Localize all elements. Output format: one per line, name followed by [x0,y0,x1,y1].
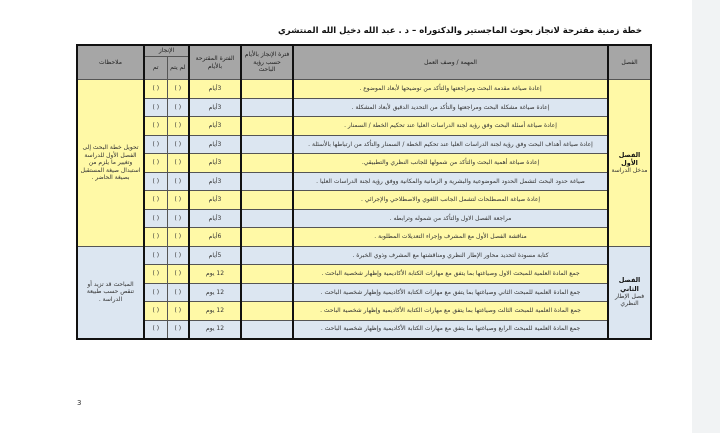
not-done-checkbox[interactable]: ( ) [167,320,189,339]
researcher-period-cell[interactable] [241,154,293,173]
researcher-period-cell[interactable] [241,302,293,321]
task-cell: مناقشة الفصل الأول مع المشرف وإجراء التعديلات المطلوبة . [293,228,608,247]
table-row [77,320,651,339]
done-checkbox[interactable]: ( ) [144,80,167,99]
header-chapter: الفصل [608,45,651,80]
proposed-period-cell: 12 يوم [189,265,241,284]
table-row [77,302,651,321]
task-cell: جمع المادة العلمية للمبحث الرابع وصياغتها بما يتفق مع مهارات الكتابة الأكاديمية وإظهار شخصية الباحث . [293,320,608,339]
table-row [77,135,651,154]
task-cell: إعادة صياغة أهداف البحث وفق رؤية لجنة الدراسات العليا عند تحكيم الخطة / السمنار والتأكد من ارتباطها بالأسئلة . [293,135,608,154]
header-researcher-period: فترة الإنجاز بالأيام حسب رؤية الباحث [241,45,293,80]
proposed-period-cell: 3أيام [189,191,241,210]
not-done-checkbox[interactable]: ( ) [167,172,189,191]
not-done-checkbox[interactable]: ( ) [167,209,189,228]
task-cell: جمع المادة العلمية للمبحث الثاني وصياغتها بما يتفق مع مهارات الكتابة الأكاديمية وإظهار شخصية الباحث . [293,283,608,302]
table-row [77,154,651,173]
done-checkbox[interactable]: ( ) [144,320,167,339]
proposed-period-cell: 3أيام [189,80,241,99]
researcher-period-cell[interactable] [241,209,293,228]
done-checkbox[interactable]: ( ) [144,117,167,136]
not-done-checkbox[interactable]: ( ) [167,135,189,154]
task-cell: إعادة صياغة أهمية البحث والتأكد من شمولها للجانب النظري والتطبيقي. [293,154,608,173]
page-number: 3 [77,399,82,407]
task-cell: جمع المادة العلمية للمبحث الثالث وصياغتها بما يتفق مع مهارات الكتابة الأكاديمية وإظهار شخصية الباحث . [293,302,608,321]
not-done-checkbox[interactable]: ( ) [167,191,189,210]
chapter-cell [608,80,651,247]
not-done-checkbox[interactable]: ( ) [167,154,189,173]
header-not-done: لم يتم [167,57,189,80]
notes-cell: تحويل خطة البحث إلى الفصل الأول للدراسة وتغيير ما يلزم من استبدال صيغة المستقبل بصيغة الحاضر . [77,80,144,247]
table-row [77,246,651,265]
proposed-period-cell: 12 يوم [189,302,241,321]
header-done: تم [144,57,167,80]
proposed-period-cell: 3أيام [189,209,241,228]
proposed-period-cell: 3أيام [189,154,241,173]
table-row [77,265,651,284]
table-row [77,209,651,228]
chapter-cell [608,246,651,339]
table-row [77,80,651,99]
done-checkbox[interactable]: ( ) [144,228,167,247]
table-row [77,283,651,302]
proposed-period-cell: 3أيام [189,98,241,117]
researcher-period-cell[interactable] [241,265,293,284]
proposed-period-cell: 3أيام [189,117,241,136]
done-checkbox[interactable]: ( ) [144,172,167,191]
not-done-checkbox[interactable]: ( ) [167,283,189,302]
not-done-checkbox[interactable]: ( ) [167,302,189,321]
researcher-period-cell[interactable] [241,191,293,210]
table-row [77,191,651,210]
done-checkbox[interactable]: ( ) [144,154,167,173]
task-cell: جمع المادة العلمية للمبحث الاول وصياغتها بما يتفق مع مهارات الكتابة الأكاديمية وإظهار شخصية الباحث . [293,265,608,284]
header-notes: ملاحظات [77,45,144,80]
table-row [77,228,651,247]
table-row [77,117,651,136]
researcher-period-cell[interactable] [241,98,293,117]
not-done-checkbox[interactable]: ( ) [167,98,189,117]
researcher-period-cell[interactable] [241,135,293,154]
chapter-subtitle: فصل الإطار النظري [614,292,645,308]
done-checkbox[interactable]: ( ) [144,265,167,284]
timeline-table [76,44,652,340]
task-cell: إعادة صياغة المصطلحات لتشمل الجانب اللغوي والاصطلاحي والإجرائي . [293,191,608,210]
not-done-checkbox[interactable]: ( ) [167,80,189,99]
notes-cell: المباحث قد تزيد أو تنقص حسب طبيعة الدراسة . [77,246,144,339]
task-cell: إعادة صياغة مشكلة البحث ومراجعتها والتأكد من التحديد الدقيق لأبعاد المشكلة . [293,98,608,117]
researcher-period-cell[interactable] [241,246,293,265]
researcher-period-cell[interactable] [241,320,293,339]
researcher-period-cell[interactable] [241,228,293,247]
proposed-period-cell: 3أيام [189,172,241,191]
chapter-title: الفصل الثاني [618,276,641,293]
table-row [77,98,651,117]
task-cell: كتابة مسودة لتحديد محاور الإطار النظري ومناقشتها مع المشرف وذوي الخبرة . [293,246,608,265]
proposed-period-cell: 6أيام [189,228,241,247]
proposed-period-cell: 12 يوم [189,320,241,339]
not-done-checkbox[interactable]: ( ) [167,246,189,265]
not-done-checkbox[interactable]: ( ) [167,117,189,136]
proposed-period-cell: 5أيام [189,246,241,265]
not-done-checkbox[interactable]: ( ) [167,228,189,247]
done-checkbox[interactable]: ( ) [144,191,167,210]
header-proposed-period: الفترة المقترحة بالأيام [189,45,241,80]
chapter-title: الفصل الأول [618,150,641,167]
task-cell: صياغة حدود البحث لتشمل الحدود الموضوعية والبشرية و الزمانية والمكانية ووفق رؤية لجنة الدراسات العليا . [293,172,608,191]
table-row [77,172,651,191]
header-achievement: الإنجاز [144,45,189,57]
task-cell: إعادة صياغة أسئلة البحث وفق رؤية لجنة الدراسات العليا عند تحكيم الخطة / السمنار . [293,117,608,136]
researcher-period-cell[interactable] [241,283,293,302]
researcher-period-cell[interactable] [241,80,293,99]
done-checkbox[interactable]: ( ) [144,302,167,321]
header-task: المهمة / وصف العمل [293,45,608,80]
task-cell: مراجعة الفصل الاول والتأكد من شموله وترابطه . [293,209,608,228]
not-done-checkbox[interactable]: ( ) [167,265,189,284]
document-title: خطة زمنية مقترحة لانجاز بحوث الماجستير والدكتوراه – د . عبد الله دخيل الله المنتشري [278,26,642,36]
done-checkbox[interactable]: ( ) [144,246,167,265]
proposed-period-cell: 12 يوم [189,283,241,302]
done-checkbox[interactable]: ( ) [144,98,167,117]
chapter-subtitle: مدخل الدراسة [611,167,648,175]
done-checkbox[interactable]: ( ) [144,135,167,154]
proposed-period-cell: 3أيام [189,135,241,154]
researcher-period-cell[interactable] [241,117,293,136]
researcher-period-cell[interactable] [241,172,293,191]
done-checkbox[interactable]: ( ) [144,209,167,228]
done-checkbox[interactable]: ( ) [144,283,167,302]
task-cell: إعادة صياغة مقدمة البحث ومراجعتها والتأكد من توضيحها لأبعاد الموضوع . [293,80,608,99]
